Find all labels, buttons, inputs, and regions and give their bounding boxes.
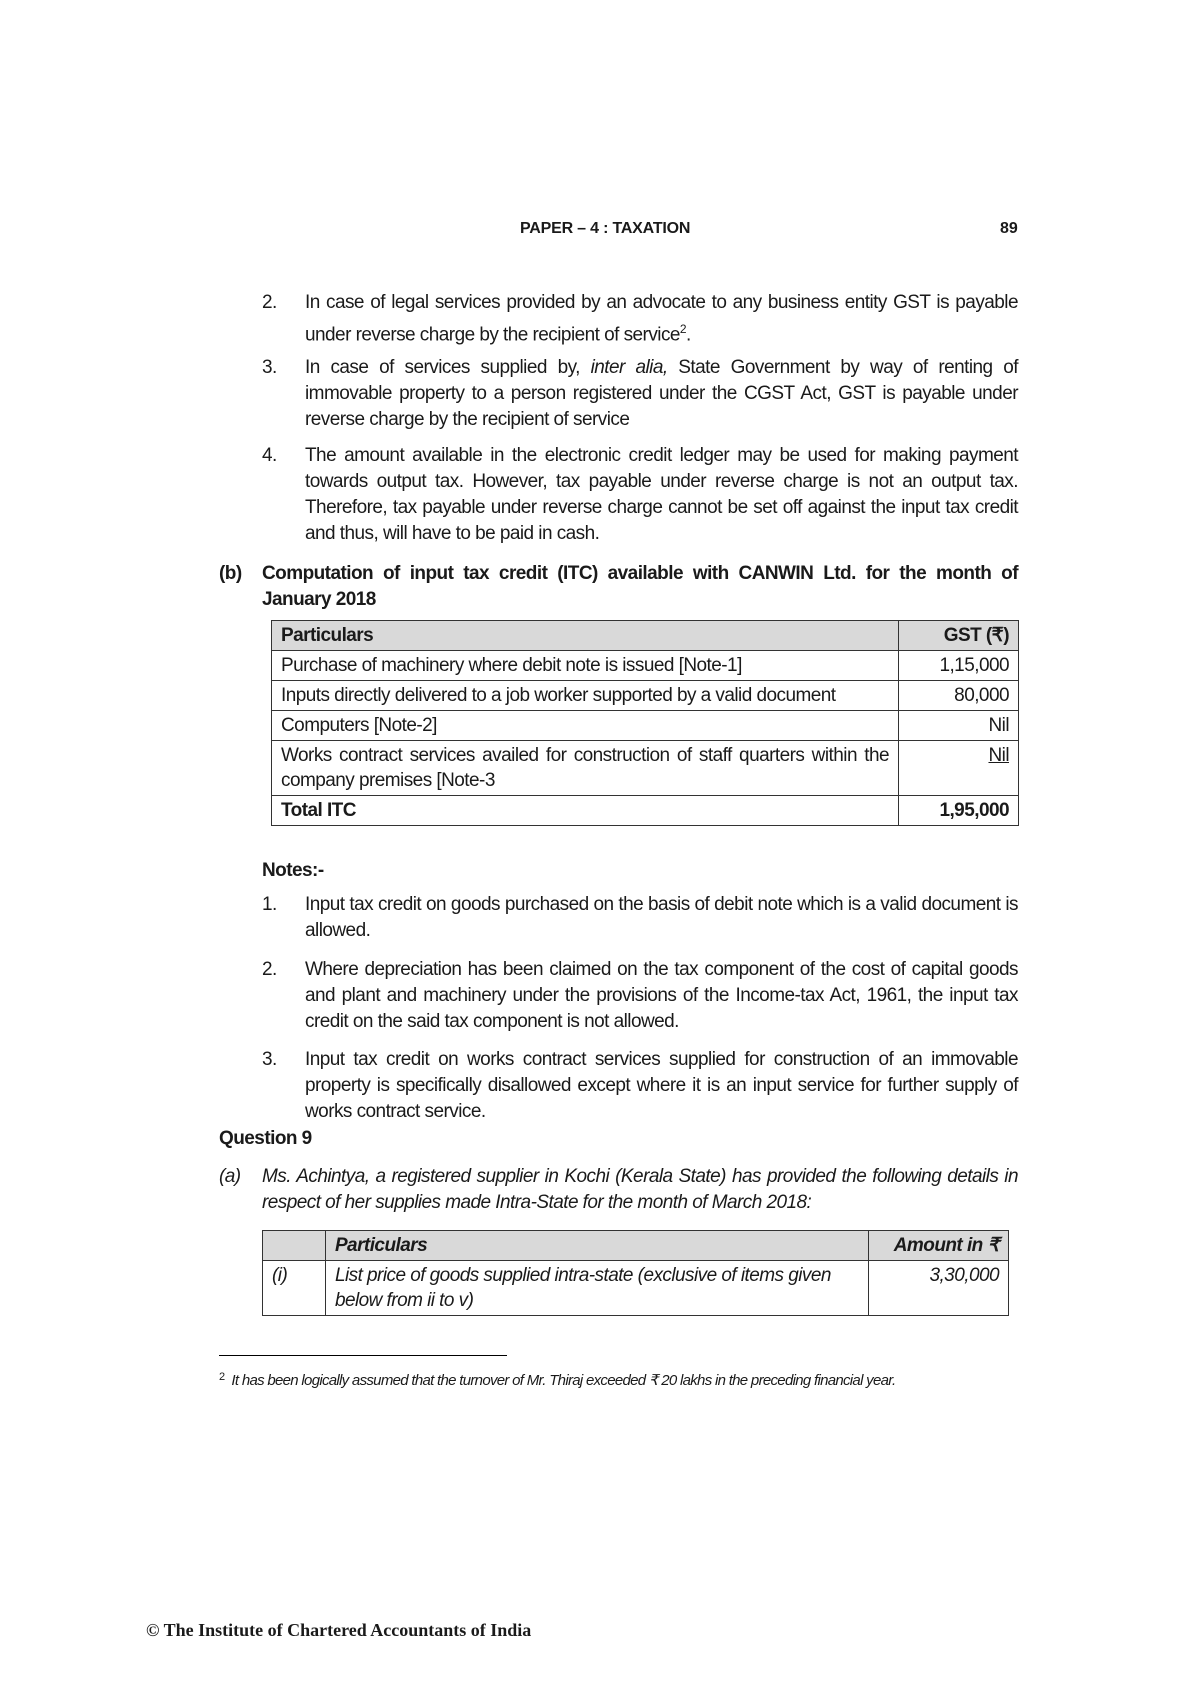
particular-cell: Purchase of machinery where debit note is issued [Note-1] xyxy=(272,651,899,681)
section-label: (b) xyxy=(219,563,242,584)
particular-cell: Inputs directly delivered to a job worker supported by a valid document xyxy=(272,681,899,711)
table-header-row xyxy=(263,1231,1009,1261)
list-number: 4. xyxy=(262,445,277,466)
table-row xyxy=(272,741,1019,796)
column-header: GST (₹) xyxy=(899,621,1019,651)
note-number: 3. xyxy=(262,1049,277,1070)
table-row xyxy=(263,1261,1009,1316)
table-header-row xyxy=(272,621,1019,651)
table-row xyxy=(272,711,1019,741)
note-text: Input tax credit on goods purchased on the basis of debit note which is a valid document is allowed. xyxy=(305,894,1018,941)
note-number: 1. xyxy=(262,894,277,915)
sno-cell: (i) xyxy=(263,1261,326,1316)
section-heading: Computation of input tax credit (ITC) available with CANWIN Ltd. for the month of January 2018 xyxy=(262,563,1018,610)
question-table xyxy=(262,1230,1009,1316)
list-text: In case of legal services provided by an advocate to any business entity GST is payable under reverse charge by the recipient of service$^2$. xyxy=(305,292,1018,346)
column-header xyxy=(263,1231,326,1261)
table-row xyxy=(272,651,1019,681)
note-text: Input tax credit on works contract services supplied for construction of an immovable property is specifically disallowed except where it is an input service for further supply of works contract service. xyxy=(305,1049,1018,1122)
note-number: 2. xyxy=(262,959,277,980)
total-amount: 1,95,000 xyxy=(899,796,1019,826)
total-label: Total ITC xyxy=(272,796,899,826)
list-text: In case of services supplied by, inter alia, State Government by way of renting of immovable property to a person registered under the CGST Act, GST is payable under reverse charge by the recipient of service xyxy=(305,357,1019,430)
amount-cell: Nil xyxy=(899,711,1019,741)
question-label: (a) xyxy=(219,1166,241,1187)
total-row xyxy=(272,796,1019,826)
note-text: Where depreciation has been claimed on the tax component of the cost of capital goods and plant and machinery under the provisions of the Income-tax Act, 1961, the input tax credit on the said tax component is not allowed. xyxy=(305,959,1018,1032)
list-number: 3. xyxy=(262,357,277,378)
footnote-ref: 2 xyxy=(679,322,687,336)
amount-cell: 1,15,000 xyxy=(899,651,1019,681)
footnote-text: It has been logically assumed that the turnover of Mr. Thiraj exceeded ₹ 20 lakhs in the preceding financial year. xyxy=(231,1372,896,1389)
page-number: 89 xyxy=(1000,220,1018,237)
footnote-number: 2 xyxy=(219,1371,225,1383)
list-number: 2. xyxy=(262,292,277,313)
footnote xyxy=(219,1371,895,1389)
particular-cell: Works contract services availed for construction of staff quarters within the company premises [Note-3 xyxy=(272,741,899,796)
notes-title: Notes:- xyxy=(262,860,324,881)
list-text: The amount available in the electronic credit ledger may be used for making payment towards output tax. However, tax payable under reverse charge is not an output tax. Therefore, tax payable under reverse charge cannot be set off against the input tax credit and thus, will have to be paid in cash. xyxy=(305,445,1018,544)
amount-cell: 3,30,000 xyxy=(869,1261,1009,1316)
copyright-footer: © The Institute of Chartered Accountants of India xyxy=(146,1620,532,1640)
particular-cell: Computers [Note-2] xyxy=(272,711,899,741)
column-header: Particulars xyxy=(272,621,899,651)
amount-cell: 80,000 xyxy=(899,681,1019,711)
column-header: Amount in ₹ xyxy=(869,1231,1009,1261)
running-header: PAPER – 4 : TAXATION xyxy=(520,220,691,237)
particular-cell: List price of goods supplied intra-state (exclusive of items given below from ii to v) xyxy=(325,1261,868,1316)
footnote-divider xyxy=(219,1355,507,1356)
question-title: Question 9 xyxy=(219,1128,312,1149)
amount-cell: Nil xyxy=(899,741,1019,796)
table-row xyxy=(272,681,1019,711)
itc-table xyxy=(271,620,1019,826)
question-text: Ms. Achintya, a registered supplier in Kochi (Kerala State) has provided the following details in respect of her supplies made Intra-State for the month of March 2018: xyxy=(262,1166,1018,1213)
column-header: Particulars xyxy=(325,1231,868,1261)
